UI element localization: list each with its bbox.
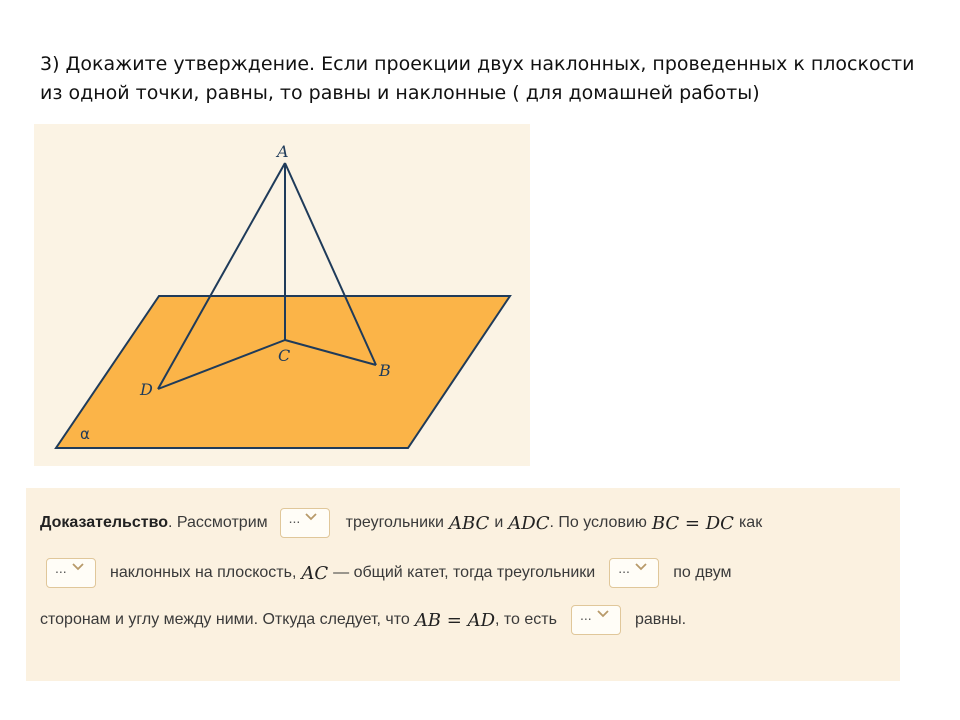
proof-line-1: [40, 508, 762, 538]
dropdown-value: ...: [288, 510, 301, 526]
proof-text: сторонам и углу между ними. Откуда следует, что: [40, 611, 410, 628]
proof-text: и: [494, 514, 504, 531]
label-A: A: [277, 142, 289, 161]
dropdown-3[interactable]: [609, 558, 659, 588]
plane-alpha: [56, 296, 510, 448]
chevron-down-icon: [634, 559, 648, 573]
proof-text: по двум: [673, 564, 732, 581]
dropdown-1[interactable]: [280, 508, 330, 538]
dropdown-2[interactable]: [46, 558, 96, 588]
label-D: D: [140, 380, 153, 399]
label-C: C: [278, 346, 291, 365]
proof-text: — общий катет, тогда треугольники: [333, 564, 596, 581]
chevron-down-icon: [596, 606, 610, 620]
proof-line-2: [46, 558, 732, 588]
chevron-down-icon: [304, 509, 318, 523]
task-line-1: 3) Докажите утверждение. Если проекции двух наклонных, проведенных к плоскости: [40, 53, 915, 75]
proof-text: равны.: [634, 611, 687, 628]
proof-text: . По условию: [549, 514, 647, 531]
dropdown-4[interactable]: [571, 605, 621, 635]
math-ADC: ADC: [508, 512, 550, 534]
proof-text: наклонных на плоскость,: [110, 564, 297, 581]
dropdown-value: ...: [618, 560, 630, 576]
task-statement: [40, 50, 940, 108]
task-line-2: из одной точки, равны, то равны и наклонные ( для домашней работы): [40, 82, 760, 104]
math-ABC: ABC: [448, 512, 490, 534]
proof-text: . Рассмотрим: [167, 514, 268, 531]
dropdown-value: ...: [579, 607, 592, 623]
dropdown-value: ...: [55, 560, 67, 576]
math-BC-eq-DC: BC = DC: [651, 512, 734, 534]
proof-text: треугольники: [345, 514, 444, 531]
proof-line-3: [40, 605, 686, 635]
geometry-figure: [34, 124, 530, 466]
math-AC: AC: [301, 562, 329, 584]
proof-text: как: [738, 514, 763, 531]
proof-text: , то есть: [495, 611, 557, 628]
proof-panel: [26, 488, 900, 681]
figure-svg: [34, 124, 530, 466]
math-AB-eq-AD: AB = AD: [414, 609, 495, 631]
chevron-down-icon: [71, 559, 85, 573]
label-B: B: [379, 361, 391, 380]
label-alpha: α: [80, 425, 90, 443]
proof-heading: Доказательство: [40, 514, 168, 531]
